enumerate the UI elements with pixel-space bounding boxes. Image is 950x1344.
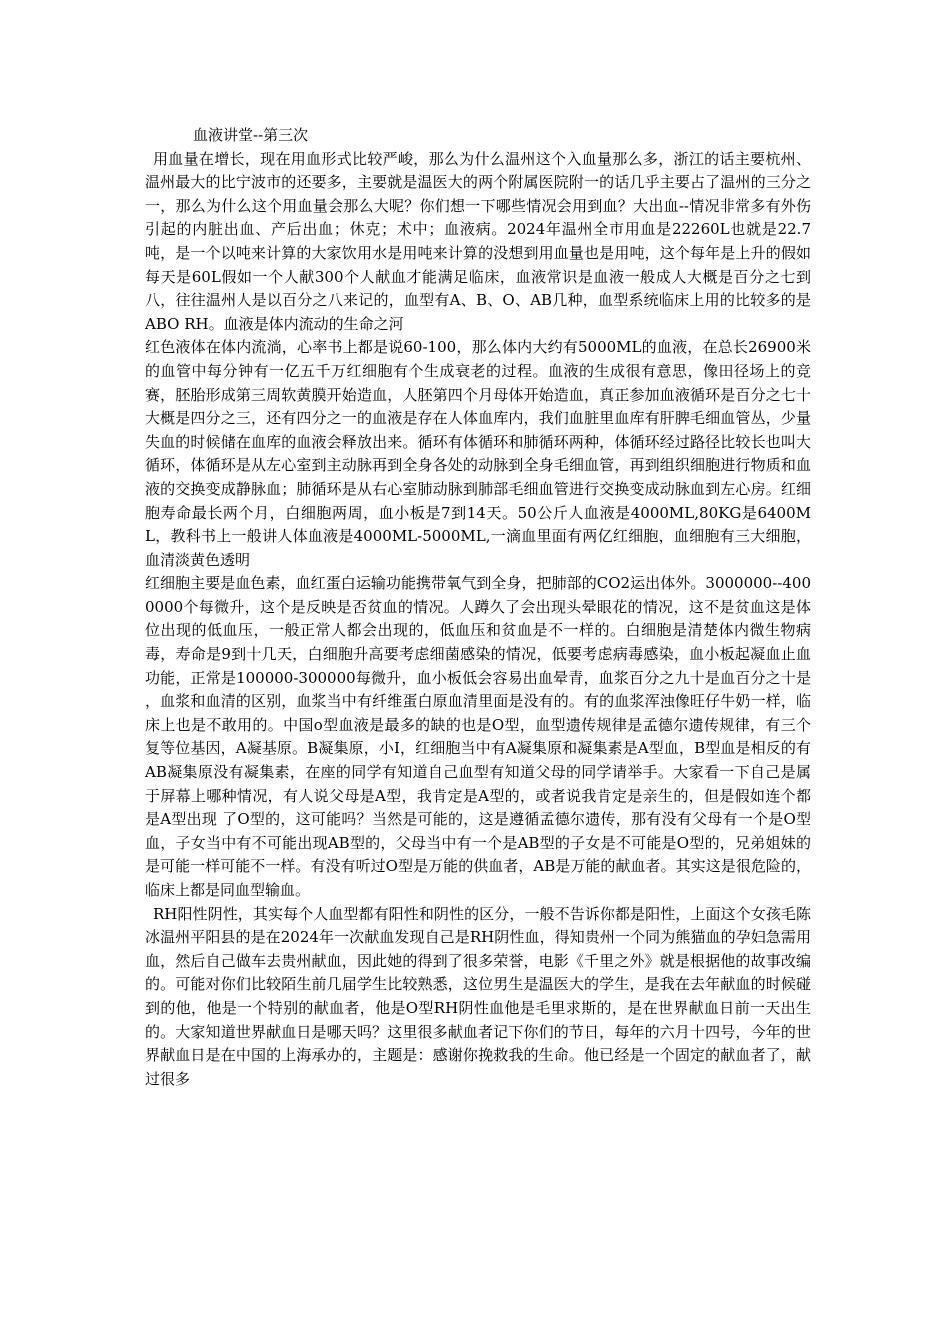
paragraph-blood-usage: 用血量在增长，现在用血形式比较严峻，那么为什么温州这个入血量那么多，浙江的话主要杭州、温州最大的比宁波市的还要多，主要就是温医大的两个附属医院附一的话几乎主要占了温州的三分之一，那么为什么这个用血量会那么大呢？你们想一下哪些情况会用到血？大出血--情况非常多有外伤引起的内脏出血、产后出血；休克；术中；血液病。2024年温州全市用血是22260L也就是22.7吨，是一个以吨来计算的大家饮用水是用吨来计算的没想到用血量也是用吨，这个每年是上升的假如每天是60L假如一个人献300个人献血才能满足临床，血液常识是血液一般成人大概是百分之七到八，往往温州人是以百分之八来记的，血型有A、B、O、AB几种，血型系统临床上用的比较多的是ABO RH。血液是体内流动的生命之河 — [145, 149, 811, 333]
paragraph-blood-cells-and-types: 红细胞主要是血色素，血红蛋白运输功能携带氧气到全身，把肺部的CO2运出体外。3000000--4000000个每微升，这个是反映是否贫血的情况。人蹲久了会出现头晕眼花的情况，这不是贫血这是体位出现的低血压，一般正常人都会出现的，低血压和贫血是不一样的。白细胞是清楚体内微生物病毒，寿命是9到十几天，白细胞升高要考虑细菌感染的情况，低要考虑病毒感染，血小板起凝血止血功能，正常是100000-300000每微升，血小板低会容易出血晕青，血浆百分之九十是血百分之十是 ，血浆和血清的区别，血浆当中有纤维蛋白原血清里面是没有的。有的血浆浑浊像旺仔牛奶一样，临床上也是不敢用的。中国o型血液是最多的缺的也是O型，血型遗传规律是孟德尔遗传规律，有三个复等位基因，A凝基原。B凝集原，小I，红细胞当中有A凝集原和凝集素是A型血，B型血是相反的有AB凝集原没有凝集素，在座的同学有知道自己血型有知道父母的同学请举手。大家看一下自己是属于屏幕上哪种情况，有人说父母是A型，我肯定是A型的，或者说我肯定是亲生的，但是假如连个都是A型出现 了O型的，这可能吗？当然是可能的，这是遵循孟德尔遗传，那有没有父母有一个是O型血，子女当中有不可能出现AB型的，父母当中有一个是AB型的子女是不可能是O型的，兄弟姐妹的是可能一样可能不一样。有没有听过O型是万能的供血者，AB是万能的献血者。其实这是很危险的，临床上都是同血型输血。 — [145, 574, 811, 899]
document-page — [145, 124, 811, 1091]
document-title: 血液讲堂--第三次 — [193, 126, 309, 144]
paragraph-rh-blood: RH阳性阴性，其实每个人血型都有阳性和阴性的区分，一般不告诉你都是阳性，上面这个女孩毛陈冰温州平阳县的是在2024年一次献血发现自己是RH阴性血，得知贵州一个同为熊猫血的孕妇急需用血，然后自己做车去贵州献血，因此她的得到了很多荣誉，电影《千里之外》就是根据他的故事改编的。可能对你们比较陌生前几届学生比较熟悉，这位男生是温医大的学生，是我在去年献血的时候碰到的他，他是一个特别的献血者，他是O型RH阴性血他是毛里求斯的，是在世界献血日前一天出生的。大家知道世界献血日是哪天吗？这里很多献血者记下你们的节日，每年的六月十四号，今年的世界献血日是在中国的上海承办的，主题是：感谢你挽救我的生命。他已经是一个固定的献血者了，献过很多 — [145, 904, 811, 1088]
paragraph-blood-circulation: 红色液体在体内流淌，心率书上都是说60-100，那么体内大约有5000ML的血液，在总长26900米的血管中每分钟有一亿五千万红细胞有个生成衰老的过程。血液的生成很有意思，像田径场上的竞赛，胚胎形成第三周软黄膜开始造血，人胚第四个月母体开始造血，真正参加血液循环是百分之七十大概是四分之三，还有四分之一的血液是存在人体血库内，我们血脏里血库有肝脾毛细血管丛，少量失血的时候储在血库的血液会释放出来。循环有体循环和肺循环两种，体循环经过路径比较长也叫大循环，体循环是从左心室到主动脉再到全身各处的动脉到全身毛细血管，再到组织细胞进行物质和血液的交换变成静脉血；肺循环是从右心室肺动脉到肺部毛细血管进行交换变成动脉血到左心房。红细胞寿命最长两个月，白细胞两周，血小板是7到14天。50公斤人血液是4000ML,80KG是6400ML，教科书上一般讲人体血液是4000ML-5000ML,一滴血里面有两亿红细胞，血细胞有三大细胞，血清淡黄色透明 — [145, 338, 811, 569]
